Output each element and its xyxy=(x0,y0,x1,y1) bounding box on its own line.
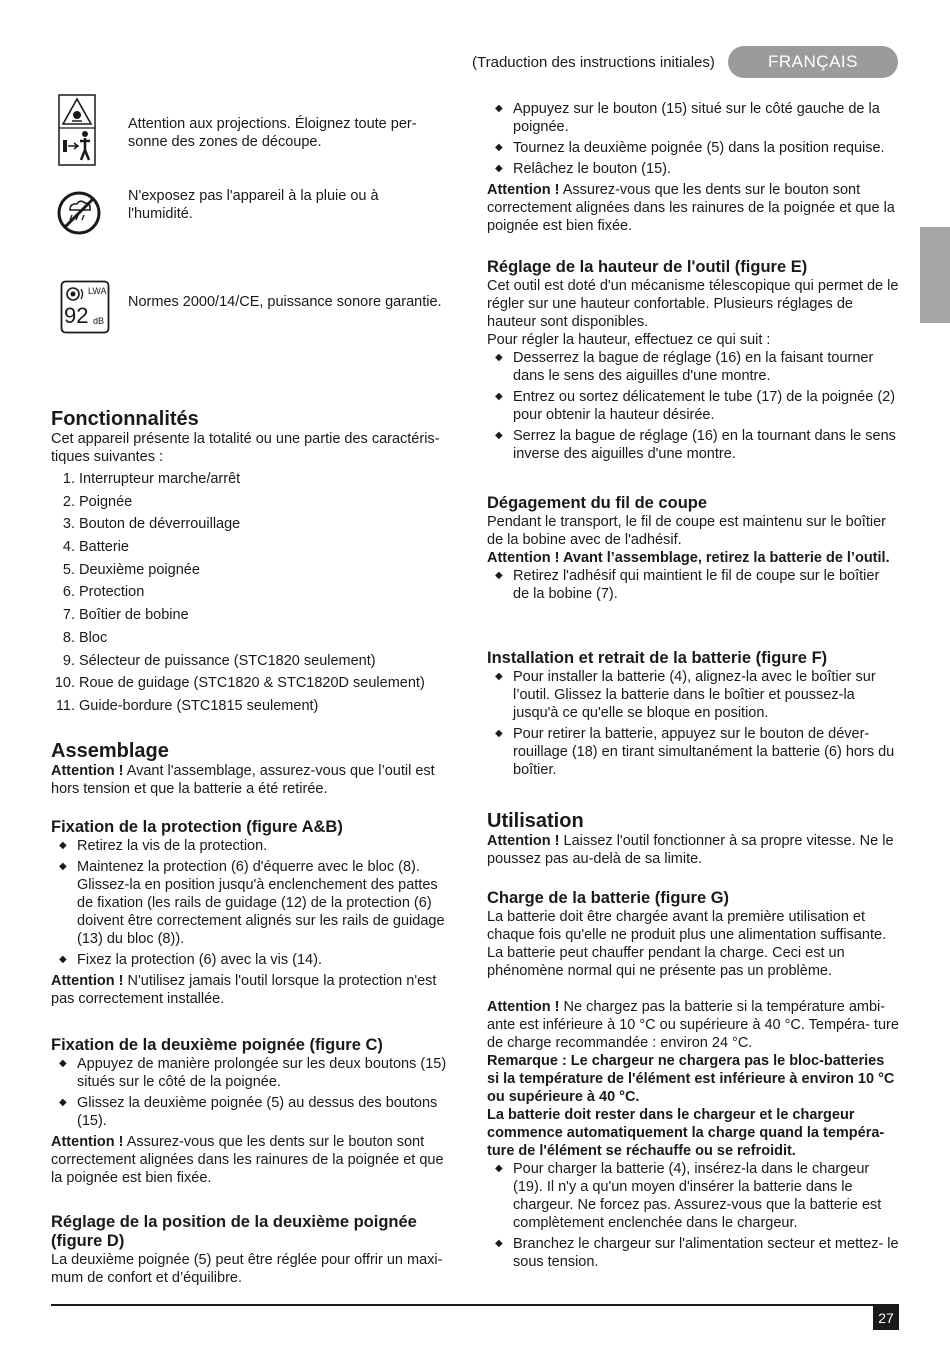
list-item: 6. Protection xyxy=(62,584,145,601)
translation-note: (Traduction des instructions initiales) xyxy=(472,54,715,71)
battery-install-section xyxy=(487,649,899,782)
handle-position-steps xyxy=(487,100,899,235)
section-title: Réglage de la hauteur de l'outil (figure E) xyxy=(487,258,808,276)
attention-label: Attention ! xyxy=(487,833,560,849)
bullet-list xyxy=(487,668,899,779)
sound-unit: dB xyxy=(93,316,105,326)
section-title: Dégagement du fil de coupe xyxy=(487,494,708,512)
line-release-section xyxy=(487,494,899,606)
list-item: ◆ Retirez l'adhésif qui maintient le fil de coupe sur le boîtier de la bobine (7). xyxy=(487,567,899,603)
list-item: ◆ Appuyez de manière prolongée sur les deux boutons (15) situés sur le côté de la poignée. xyxy=(51,1055,457,1091)
list-item: ◆ Retirez la vis de la protection. xyxy=(51,837,457,855)
no-rain-icon xyxy=(56,190,102,236)
list-item: ◆ Maintenez la protection (6) d'équerre avec le bloc (8). Glissez-la en position jusqu'à enclenchement des pattes de fixation (les rails de guidage (12) de la protection (6) doivent être correctement alignés sur les rails de guidage (13) du bloc (8)). xyxy=(51,858,457,948)
bold-note: La batterie doit rester dans le chargeur et le chargeur commence automatiquement la charge quand la tempéra- ture de l'élément se réchauffe ou se refroidit. xyxy=(487,1107,885,1159)
bullet-list xyxy=(51,837,457,969)
attention-text: Avant l'assemblage, assurez-vous que l’outil est hors tension et que la batterie a été retirée. xyxy=(51,763,435,797)
list-item: ◆ Fixez la protection (6) avec la vis (14). xyxy=(51,951,457,969)
side-tab-marker xyxy=(920,227,950,323)
list-item: ◆ Tournez la deuxième poignée (5) dans la position requise. xyxy=(487,139,899,157)
icon-description: Attention aux projections. Éloignez toute per- sonne des zones de découpe. xyxy=(128,116,417,150)
feature-list xyxy=(51,470,457,715)
section-text: Cet outil est doté d'un mécanisme télescopique qui permet de le régler sur une hauteur confortable. Plusieurs réglages de hauteur sont disponibles. xyxy=(487,278,899,330)
section-title: Charge de la batterie (figure G) xyxy=(487,889,730,907)
attention-text: Laissez l'outil fonctionner à sa propre vitesse. Ne le poussez pas au-delà de sa limite. xyxy=(487,833,894,867)
list-item: 5. Deuxième poignée xyxy=(62,561,200,578)
list-item: 11. Guide-bordure (STC1815 seulement) xyxy=(55,697,319,714)
lwa-label: LWA xyxy=(88,286,107,296)
attention-label: Attention ! xyxy=(487,999,560,1015)
list-item: 10. Roue de guidage (STC1820 & STC1820D seulement) xyxy=(54,675,425,692)
list-item: ◆ Desserrez la bague de réglage (16) en la faisant tourner dans le sens des aiguilles d'une montre. xyxy=(487,349,899,385)
list-item: ◆ Serrez la bague de réglage (16) en la tournant dans le sens inverse des aiguilles d'une montre. xyxy=(487,427,899,463)
attention-label: Attention ! xyxy=(51,1134,124,1150)
assembly-section xyxy=(51,740,457,798)
attention-label: Attention ! xyxy=(51,973,124,989)
sound-value: 92 xyxy=(64,303,89,328)
section-title: Fixation de la deuxième poignée (figure C) xyxy=(51,1036,383,1054)
list-item: 9. Sélecteur de puissance (STC1820 seulement) xyxy=(62,652,376,669)
attention-text: Attention ! Avant l’assemblage, retirez la batterie de l’outil. xyxy=(487,550,890,566)
bullet-list xyxy=(487,349,899,463)
list-item: ◆ Relâchez le bouton (15). xyxy=(487,160,899,178)
second-handle-section xyxy=(51,1036,457,1187)
section-title: Assemblage xyxy=(51,740,169,762)
attention-text: Assurez-vous que les dents sur le bouton sont correctement alignées dans les rainures de la poignée et que la poignée est bien fixée. xyxy=(51,1134,444,1186)
list-item: 7. Boîtier de bobine xyxy=(62,607,189,624)
list-item: ◆ Pour charger la batterie (4), insérez-la dans le chargeur (19). Il n'y a qu'un moyen d'insérer la batterie dans le chargeur. Ne forcez pas. Assurez-vous que la batterie est complètement enclenchée dans le chargeur. xyxy=(487,1160,899,1232)
section-title: Utilisation xyxy=(487,810,584,832)
section-title: Fixation de la protection (figure A&B) xyxy=(51,818,343,836)
attention-text: Ne chargez pas la batterie si la température ambi- ante est inférieure à 10 °C ou supérieure à 40 °C. Tempéra- ture de charge recommandée : environ 24 °C. xyxy=(487,999,899,1051)
handle-position-section xyxy=(51,1213,457,1287)
list-item: ◆ Pour retirer la batterie, appuyez sur le bouton de déver- rouillage (18) en tirant simultanément la batterie (6) hors du boîtier. xyxy=(487,725,899,779)
list-item: 1. Interrupteur marche/arrêt xyxy=(62,471,241,487)
projection-warning-icon xyxy=(58,94,96,166)
sound-power-icon xyxy=(60,280,110,334)
icon-description: N'exposez pas l'appareil à la pluie ou à l'humidité. xyxy=(128,188,379,222)
section-title: Fonctionnalités xyxy=(51,408,199,430)
usage-section xyxy=(487,810,899,868)
list-item: 2. Poignée xyxy=(62,493,133,510)
attention-text: Assurez-vous que les dents sur le bouton sont correctement alignées dans les rainures de la poignée et que la poignée est bien fixée. xyxy=(487,182,895,234)
list-item: 3. Bouton de déverrouillage xyxy=(62,516,241,533)
page-number: 27 xyxy=(873,1306,899,1330)
section-title: Installation et retrait de la batterie (figure F) xyxy=(487,649,828,667)
list-item: 4. Batterie xyxy=(62,539,129,556)
attention-label: Attention ! xyxy=(51,763,124,779)
attention-label: Attention ! xyxy=(487,182,560,198)
guard-section xyxy=(51,818,457,1008)
attention-text: N'utilisez jamais l'outil lorsque la protection n'est pas correctement installée. xyxy=(51,973,437,1007)
section-text: Pendant le transport, le fil de coupe est maintenu sur le boîtier de la bobine avec de l'adhésif. xyxy=(487,514,886,548)
list-item: ◆ Pour installer la batterie (4), alignez-la avec le boîtier sur l’outil. Glissez la batterie dans le boîtier et poussez-la jusqu'à ce qu'elle se bloque en position. xyxy=(487,668,899,722)
list-item: 8. Bloc xyxy=(62,629,108,646)
charging-section xyxy=(487,889,899,1274)
list-item: ◆ Entrez ou sortez délicatement le tube (17) de la poignée (2) pour obtenir la hauteur désirée. xyxy=(487,388,899,424)
footer-rule xyxy=(51,1304,899,1306)
list-item: ◆ Glissez la deuxième poignée (5) au dessus des boutons (15). xyxy=(51,1094,457,1130)
section-text: Pour régler la hauteur, effectuez ce qui suit : xyxy=(487,332,771,348)
section-text: La deuxième poignée (5) peut être réglée pour offrir un maxi- mum de confort et d’équilibre. xyxy=(51,1252,443,1286)
list-item: ◆ Appuyez sur le bouton (15) situé sur le côté gauche de la poignée. xyxy=(487,100,899,136)
list-item: ◆ Branchez le chargeur sur l'alimentation secteur et mettez- le sous tension. xyxy=(487,1235,899,1271)
bullet-list xyxy=(487,1160,899,1271)
section-title: Réglage de la position de la deuxième poignée (figure D) xyxy=(51,1213,417,1250)
language-badge: FRANÇAIS xyxy=(728,46,898,78)
remark-text: Remarque : Le chargeur ne chargera pas le bloc-batteries si la température de l'élément est inférieure à environ 10 °C ou supérieure à 40 °C. xyxy=(487,1053,895,1105)
section-intro: Cet appareil présente la totalité ou une partie des caractéris- tiques suivantes : xyxy=(51,431,440,465)
bullet-list xyxy=(487,567,899,603)
bullet-list xyxy=(51,1055,457,1130)
section-text: La batterie doit être chargée avant la première utilisation et chaque fois qu'elle ne produit plus une alimentation suffisante. La batterie peut chauffer pendant la charge. Ceci est un phénomène normal qui ne présente pas un problème. xyxy=(487,909,887,979)
icon-description: Normes 2000/14/CE, puissance sonore garantie. xyxy=(128,294,442,310)
height-section xyxy=(487,258,899,466)
features-section xyxy=(51,408,457,720)
bullet-list xyxy=(487,100,899,178)
